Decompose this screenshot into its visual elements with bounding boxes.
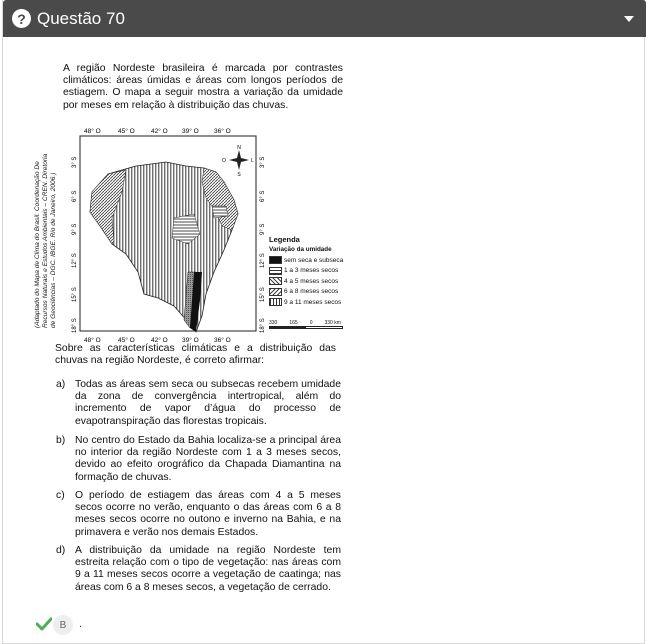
lon-top-1: 45° O — [118, 128, 135, 135]
question-intro: A região Nordeste brasileira é marcada por contrastes climáticos: áreas úmidas e áreas com longos períodos de estiagem. O mapa a seguir mostra a variação da umidade por meses em relação à distribuição das chuvas. — [63, 63, 343, 111]
answer-suffix: . — [79, 618, 83, 630]
svg-text:3° S: 3° S — [260, 156, 266, 168]
svg-text:N: N — [237, 145, 241, 151]
legend-item: 1 a 3 meses secos — [269, 266, 343, 277]
question-prompt: Sobre as características climáticas e a distribuição das chuvas na região Nordeste, é correto afirmar: — [55, 343, 336, 367]
svg-text:9° S: 9° S — [260, 223, 266, 235]
svg-text:18° S: 18° S — [72, 318, 78, 333]
lon-top-0: 48° O — [84, 128, 101, 135]
svg-text:O: O — [222, 158, 226, 164]
answer-badge: B — [53, 615, 73, 635]
legend-subtitle: Variação da umidade — [269, 246, 332, 253]
region-1-3-b — [212, 206, 228, 218]
option-d[interactable]: d) A distribuição da umidade na região Nordeste tem estreita relação com o tipo de vegetação: nas áreas com 9 a 11 meses secos ocorre a vegetação de caatinga; nas áreas com 6 a 8 meses secos, a vegetação de cerrado. — [56, 545, 341, 593]
svg-text:S: S — [237, 172, 241, 178]
lon-bottom-2: 42° O — [151, 337, 168, 344]
legend-title: Legenda — [269, 235, 300, 244]
svg-text:6° S: 6° S — [260, 190, 266, 202]
svg-text:9° S: 9° S — [72, 223, 78, 235]
legend-item: 6 a 8 meses secos — [269, 287, 343, 298]
question-circle-icon: ? — [12, 9, 31, 28]
legend-item: 4 a 5 meses secos — [269, 276, 343, 287]
checkmark-icon — [36, 617, 52, 631]
question-title: Questão 70 — [37, 8, 125, 28]
lon-bottom-1: 45° O — [118, 337, 135, 344]
svg-text:12° S: 12° S — [72, 253, 78, 268]
option-a[interactable]: a) Todas as áreas sem seca ou subsecas recebem umidade da zona de convergência intertropical, além do incremento de vapor d’água do processo de evapotranspiração das florestas tropicais. — [56, 379, 341, 427]
map-scale: 330 165 0 330 km — [269, 320, 343, 329]
svg-text:12° S: 12° S — [260, 253, 266, 268]
lon-bottom-0: 48° O — [84, 337, 101, 344]
svg-text:6° S: 6° S — [72, 190, 78, 202]
option-c[interactable]: c) O período de estiagem das áreas com 4 a 5 meses secos ocorre no verão, enquanto o das áreas com 6 a 8 meses secos ocorre no outono e inverno na Bahia, e na primavera e verão nos demais Estados. — [56, 490, 341, 538]
legend-item: 9 a 11 meses secos — [269, 297, 343, 308]
legend-item: sem seca e subseca — [269, 255, 343, 266]
lon-top-3: 39° O — [182, 128, 199, 135]
lon-top-4: 36° O — [214, 128, 231, 135]
lon-bottom-4: 36° O — [214, 337, 231, 344]
map-credit: (Adaptado do Mapa de Clima do Brasil. Coordenação De Recursos Naturais e Estudos Ambientais – CREN. Diretoria de Geociências – DGC. IBGE. Rio de Janeiro, 2006.) — [34, 153, 57, 328]
svg-text:18° S: 18° S — [260, 318, 266, 333]
svg-text:15° S: 15° S — [72, 287, 78, 302]
map-legend — [269, 235, 343, 308]
option-b[interactable]: b) No centro do Estado da Bahia localiza-se a principal área no interior da região Nordeste com 1 a 3 meses secos, devido ao efeito orográfico da Chapada Diamantina na formação de chuvas. — [56, 435, 341, 483]
svg-text:3° S: 3° S — [72, 156, 78, 168]
lon-top-2: 42° O — [151, 128, 168, 135]
svg-text:L: L — [251, 158, 254, 164]
humidity-map — [56, 122, 268, 344]
lon-bottom-3: 39° O — [182, 337, 199, 344]
svg-text:15° S: 15° S — [260, 287, 266, 302]
